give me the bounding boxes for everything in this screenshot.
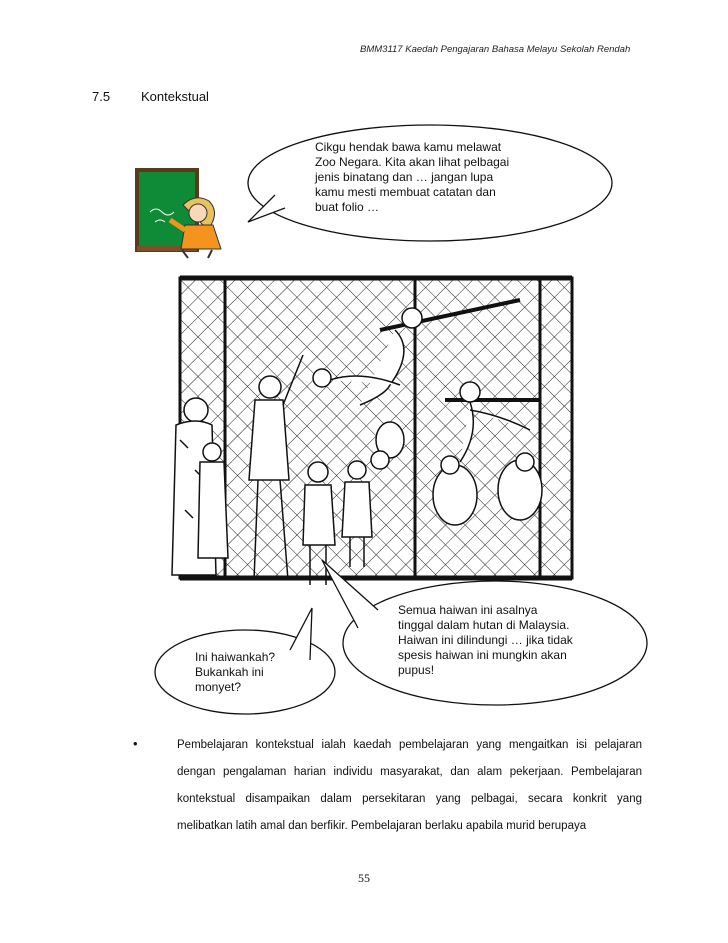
teacher-speech-text: Cikgu hendak bawa kamu melawat Zoo Negara. Kita akan lihat pelbagai jenis binatang dan … jangan lupa kamu mesti membuat catatan dan buat folio …	[315, 140, 510, 214]
running-header: BMM3117 Kaedah Pengajaran Bahasa Melayu Sekolah Rendah	[360, 44, 631, 55]
adult-speech-text: Semua haiwan ini asalnya tinggal dalam hutan di Malaysia. Haiwan ini dilindungi … jika tidak spesis haiwan ini mungkin akan pupus!	[398, 603, 573, 677]
section-title: Kontekstual	[141, 89, 209, 104]
teacher-chalkboard-clipart	[137, 170, 221, 258]
page-number: 55	[358, 871, 370, 885]
body-paragraph: Pembelajaran kontekstual ialah kaedah pembelajaran yang mengaitkan isi pelajaran dengan pengalaman harian individu masyarakat, dan alam pekerjaan. Pembelajaran kontekstual disampaikan dalam persekitaran yang pelbagai, secara konkrit yang melibatkan latih amal dan berfikir. Pembelajaran berlaku apabila murid berupaya	[177, 739, 642, 832]
child-speech-text: Ini haiwankah? Bukankah ini monyet?	[195, 650, 276, 694]
zoo-cage	[180, 278, 572, 578]
bullet-icon: •	[133, 736, 138, 751]
section-number: 7.5	[92, 89, 111, 104]
